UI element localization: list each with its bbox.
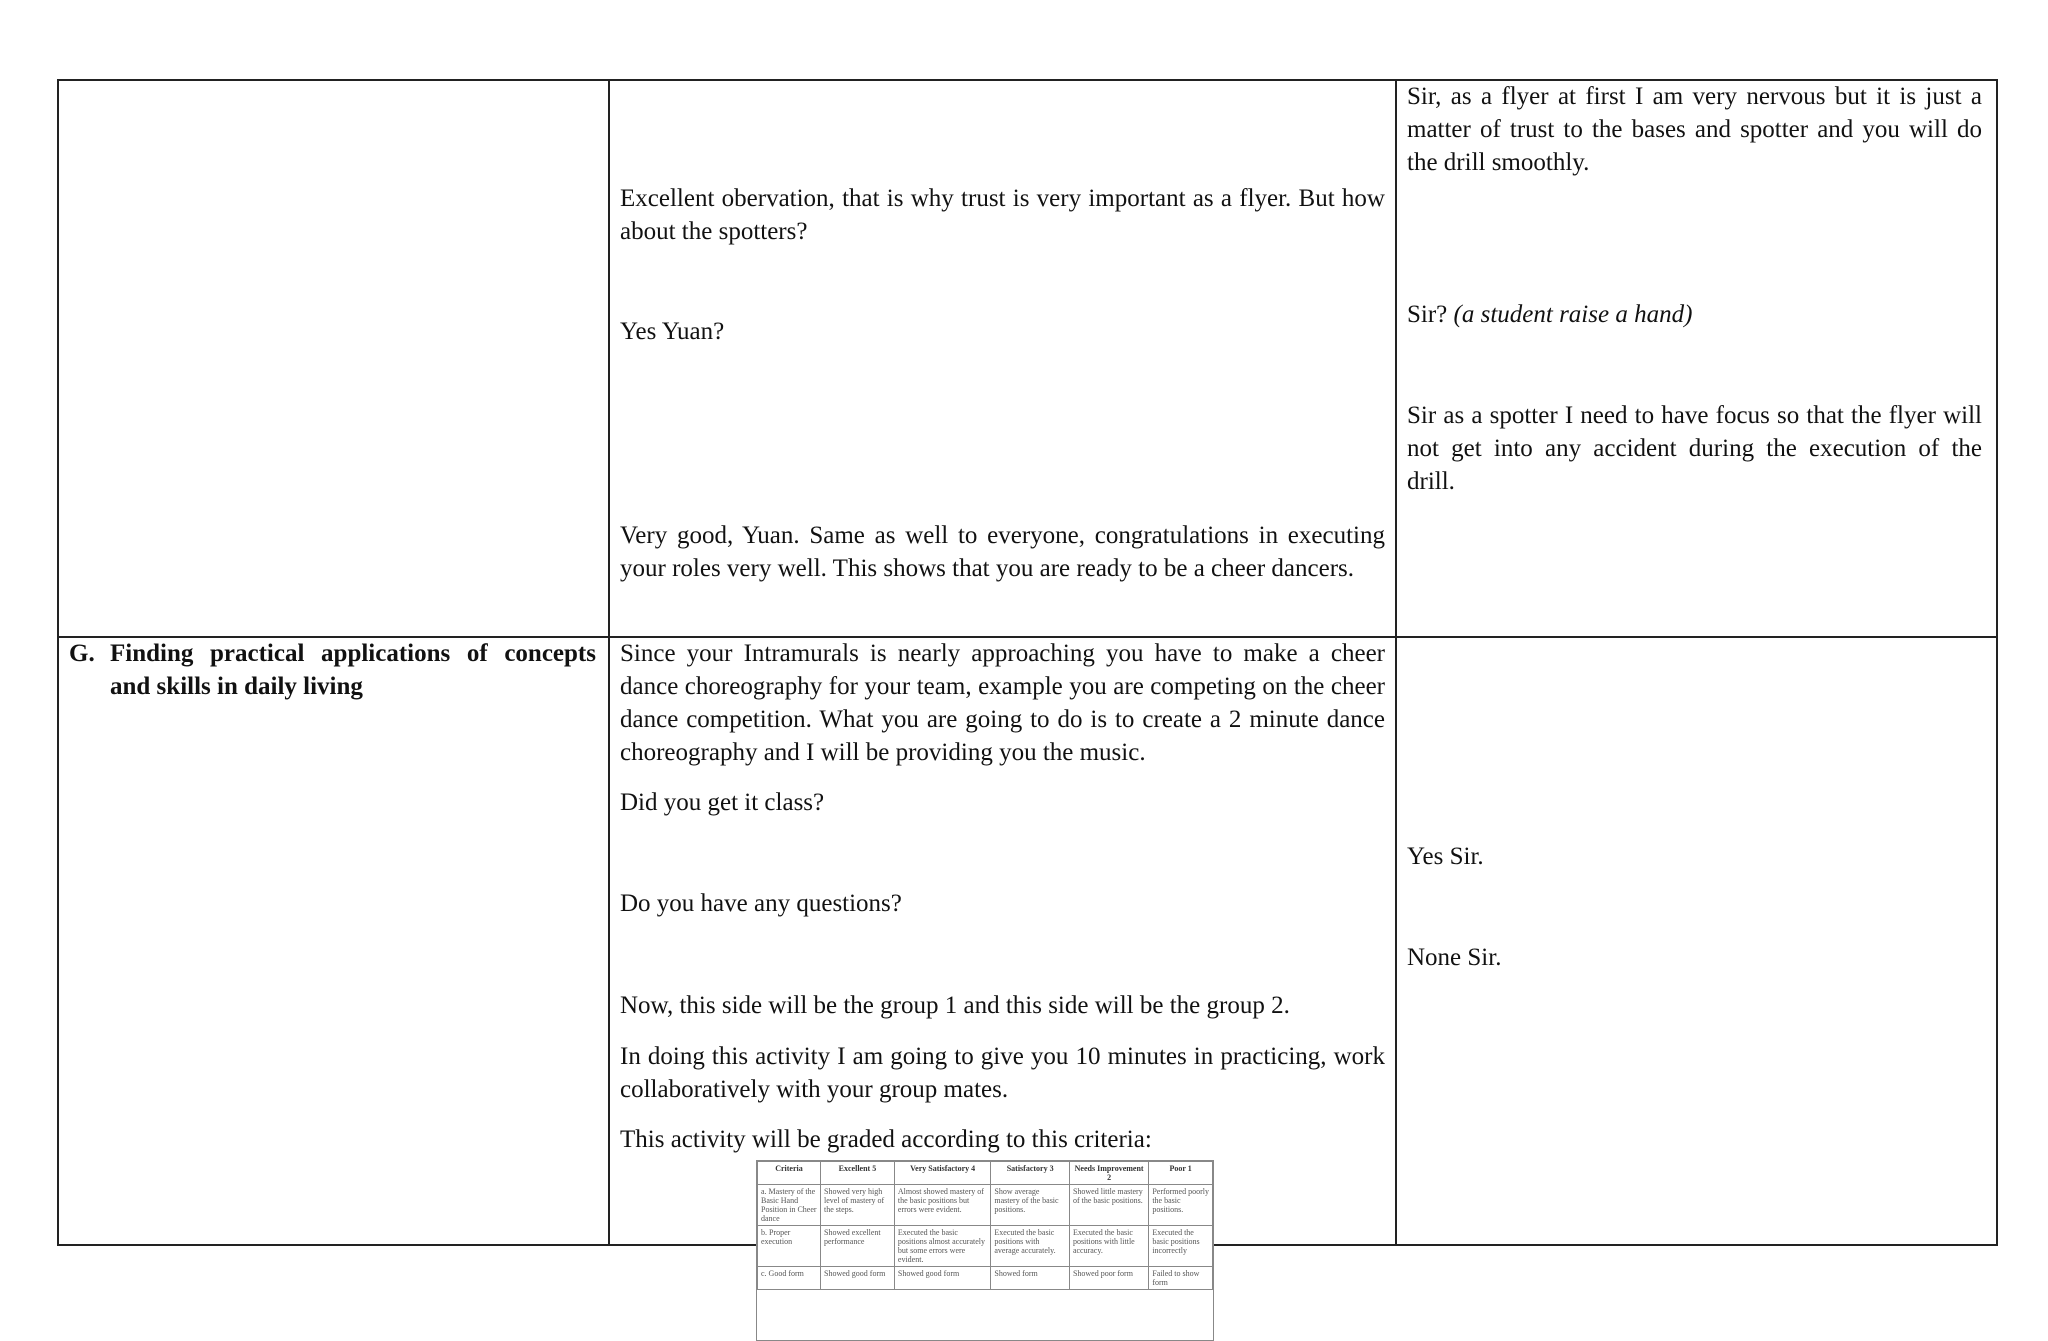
rubric-row (758, 1267, 1213, 1290)
rubric-cell: Executed the basic positions with average accurately. (991, 1226, 1070, 1267)
rubric-table (757, 1161, 1213, 1290)
rubric-cell: Showed excellent performance (821, 1226, 895, 1267)
teacher-line: This activity will be graded according to this criteria: (620, 1126, 1152, 1153)
section-label: Finding practical applications of concepts and skills in daily living (110, 640, 596, 700)
student-response (1407, 298, 1982, 331)
table-right-border (1996, 79, 1998, 1246)
table-left-border (57, 79, 59, 1246)
rubric-cell: c. Good form (758, 1267, 821, 1290)
teacher-line: Now, this side will be the group 1 and this side will be the group 2. (620, 992, 1290, 1019)
rubric-cell: b. Proper execution (758, 1226, 821, 1267)
rubric-header-cell: Very Satisfactory 4 (894, 1162, 990, 1185)
rubric-cell: Executed the basic positions incorrectly (1149, 1226, 1213, 1267)
rubric-cell: Executed the basic positions almost accurately but some errors were evident. (894, 1226, 990, 1267)
rubric-header-row (758, 1162, 1213, 1185)
column-divider-2 (1395, 79, 1397, 1246)
rubric-row (758, 1185, 1213, 1226)
rubric-cell: Showed little mastery of the basic positions. (1069, 1185, 1148, 1226)
student-response: Sir as a spotter I need to have focus so that the flyer will not get into any accident during the execution of the drill. (1407, 402, 1982, 495)
student-response: None Sir. (1407, 944, 1502, 971)
rubric-header-cell: Criteria (758, 1162, 821, 1185)
student-response: Yes Sir. (1407, 843, 1484, 870)
teacher-line: Do you have any questions? (620, 890, 902, 917)
rubric-cell: Performed poorly the basic positions. (1149, 1185, 1213, 1226)
teacher-line: Did you get it class? (620, 789, 825, 816)
rubric-cell: Show average mastery of the basic positions. (991, 1185, 1070, 1226)
rubric-header-cell: Satisfactory 3 (991, 1162, 1070, 1185)
rubric-cell: a. Mastery of the Basic Hand Position in Cheer dance (758, 1185, 821, 1226)
teacher-line: Excellent obervation, that is why trust is very important as a flyer. But how about the spotters? (620, 185, 1385, 245)
rubric-cell: Showed very high level of mastery of the steps. (821, 1185, 895, 1226)
teacher-line: In doing this activity I am going to give you 10 minutes in practicing, work collaboratively with your group mates. (620, 1043, 1385, 1103)
stage-direction: (a student raise a hand) (1453, 301, 1693, 328)
rubric-cell: Failed to show form (1149, 1267, 1213, 1290)
rubric-image (756, 1160, 1214, 1341)
teacher-line: Very good, Yuan. Same as well to everyone, congratulations in executing your roles very well. This shows that you are ready to be a cheer dancers. (620, 522, 1385, 582)
rubric-cell: Showed good form (894, 1267, 990, 1290)
rubric-header-cell: Needs Improvement 2 (1069, 1162, 1148, 1185)
rubric-row (758, 1226, 1213, 1267)
teacher-line: Since your Intramurals is nearly approaching you have to make a cheer dance choreography for your team, example you are competing on the cheer dance competition. What you are going to do is to create a 2 minute dance choreography and I will be providing you the music. (620, 640, 1385, 766)
rubric-header-cell: Excellent 5 (821, 1162, 895, 1185)
rubric-cell: Showed poor form (1069, 1267, 1148, 1290)
rubric-header-cell: Poor 1 (1149, 1162, 1213, 1185)
student-response: Sir, as a flyer at first I am very nervous but it is just a matter of trust to the bases and spotter and you will do the drill smoothly. (1407, 83, 1982, 176)
column-divider-1 (608, 79, 610, 1246)
teacher-line: Yes Yuan? (620, 318, 725, 345)
rubric-cell: Showed form (991, 1267, 1070, 1290)
rubric-cell: Almost showed mastery of the basic positions but errors were evident. (894, 1185, 990, 1226)
rubric-cell: Showed good form (821, 1267, 895, 1290)
section-label-letter: G. (69, 640, 95, 667)
student-response-text: Sir? (1407, 301, 1448, 328)
rubric-cell: Executed the basic positions with little accuracy. (1069, 1226, 1148, 1267)
